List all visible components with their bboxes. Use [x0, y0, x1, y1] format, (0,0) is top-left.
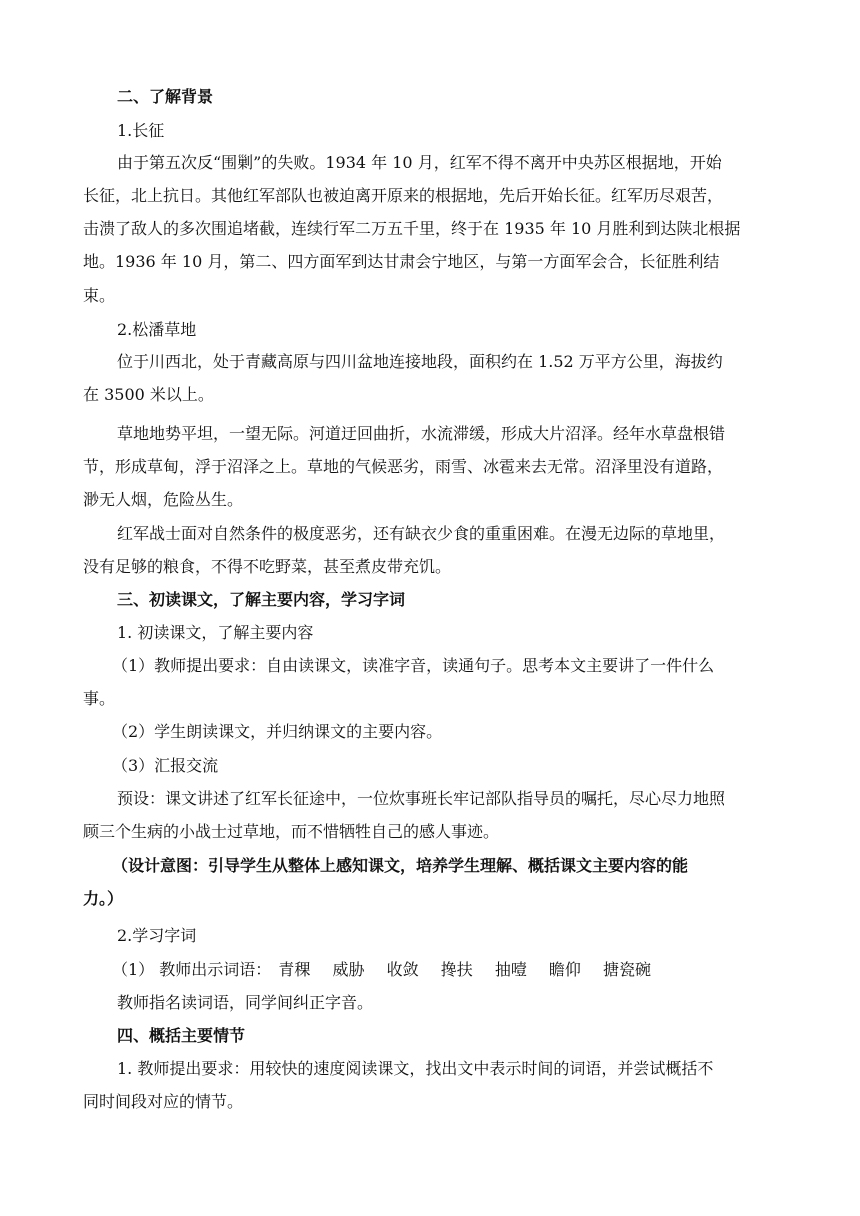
paragraph-line: 草地地势平坦，一望无际。河道迂回曲折，水流滞缓，形成大片沼泽。经年水草盘根错	[117, 424, 726, 443]
paragraph-line: 预设：课文讲述了红军长征途中，一位炊事班长牢记部队指导员的嘱托，尽心尽力地照	[117, 789, 726, 808]
paragraph-line: 同时间段对应的情节。	[83, 1092, 244, 1111]
vocab-word: 瞻仰	[548, 960, 581, 979]
list-item: （2）学生朗读课文，并归纳课文的主要内容。	[112, 722, 443, 741]
section-heading: 三、初读课文，了解主要内容，学习字词	[117, 590, 406, 609]
paragraph-line: 束。	[83, 286, 116, 305]
design-intent-note: （设计意图：引导学生从整体上感知课文，培养学生理解、概括课文主要内容的能	[112, 856, 689, 875]
subsection-title: 2.学习字词	[117, 926, 197, 945]
paragraph-line: 渺无人烟，危险丛生。	[83, 490, 244, 509]
paragraph-line: 击溃了敌人的多次围追堵截，连续行军二万五千里，终于在 1935 年 10 月胜利到达陕北根据	[83, 219, 741, 238]
paragraph-line: 由于第五次反“围剿”的失败。1934 年 10 月，红军不得不离开中央苏区根据地，开始	[117, 153, 722, 172]
subsection-title: 1. 初读课文，了解主要内容	[117, 623, 314, 642]
list-item: （1）教师提出要求：自由读课文，读准字音，读通句子。思考本文主要讲了一件什么	[112, 656, 715, 675]
paragraph-line: 教师指名读词语，同学间纠正字音。	[117, 993, 374, 1012]
subsection-title: 1.长征	[117, 121, 165, 140]
section-heading: 四、概括主要情节	[117, 1026, 246, 1045]
list-item: （3）汇报交流	[112, 756, 219, 775]
paragraph-line: 没有足够的粮食，不得不吃野菜，甚至煮皮带充饥。	[83, 557, 452, 576]
vocab-list	[112, 960, 668, 980]
vocab-word: 青稞	[278, 960, 311, 979]
paragraph-line: 事。	[83, 689, 116, 708]
paragraph-line: 节，形成草甸，浮于沼泽之上。草地的气候恶劣，雨雪、冰雹来去无常。沼泽里没有道路，	[83, 457, 724, 476]
paragraph-line: 在 3500 米以上。	[83, 385, 214, 404]
vocab-word: 搪瓷碗	[603, 960, 652, 979]
vocab-word: 抽噎	[494, 960, 527, 979]
section-heading: 二、了解背景	[117, 87, 214, 106]
vocab-prefix: （1） 教师出示词语：	[112, 960, 272, 979]
vocab-word: 搀扶	[440, 960, 473, 979]
vocab-word: 收敛	[386, 960, 419, 979]
paragraph-line: 地。1936 年 10 月，第二、四方面军到达甘肃会宁地区，与第一方面军会合，长征胜利结	[83, 252, 720, 271]
paragraph-line: 红军战士面对自然条件的极度恶劣，还有缺衣少食的重重困难。在漫无边际的草地里，	[117, 524, 726, 543]
subsection-title: 2.松潘草地	[117, 320, 197, 339]
paragraph-line: 1. 教师提出要求：用较快的速度阅读课文，找出文中表示时间的词语，并尝试概括不	[117, 1059, 714, 1078]
paragraph-line: 长征，北上抗日。其他红军部队也被迫离开原来的根据地，先后开始长征。红军历尽艰苦，	[83, 186, 724, 205]
paragraph-line: 顾三个生病的小战士过草地，而不惜牺牲自己的感人事迹。	[83, 822, 500, 841]
paragraph-line: 位于川西北，处于青藏高原与四川盆地连接地段，面积约在 1.52 万平方公里，海拔约	[117, 352, 723, 371]
vocab-word: 威胁	[332, 960, 365, 979]
design-intent-note: 力。）	[83, 889, 124, 908]
